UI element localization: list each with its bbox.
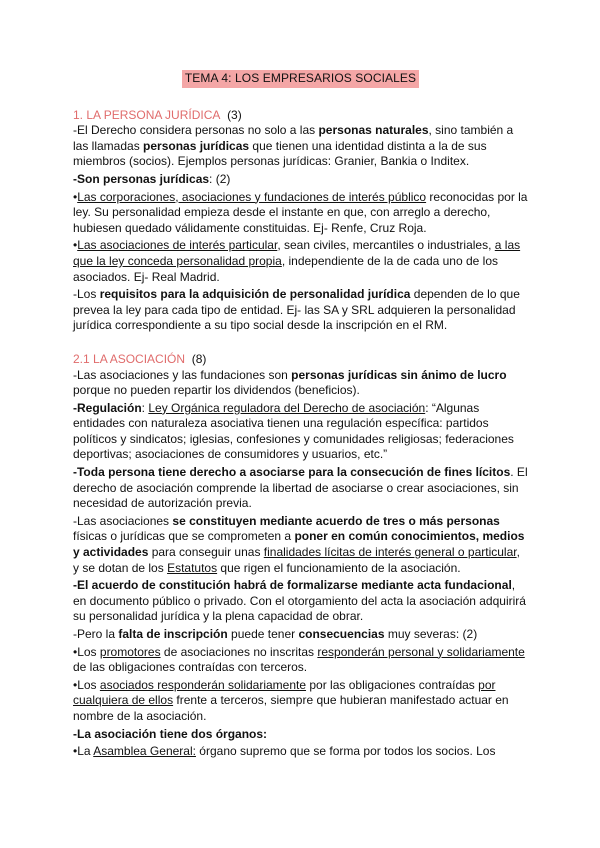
underline-run: asociados responderán solidariamente [99, 677, 307, 692]
paragraph-dos-organos [73, 727, 528, 743]
text-run: : (2) [209, 171, 231, 186]
paragraph-constitucion [73, 514, 528, 576]
underline-run: Las corporaciones, asociaciones y fundaciones de interés público [77, 189, 427, 204]
title-wrap [73, 70, 528, 88]
section-heading-text: 1. LA PERSONA JURÍDICA [73, 107, 221, 122]
bold-run: -Regulación [73, 400, 142, 415]
text-run: para conseguir unas [148, 545, 264, 560]
section-heading-asociacion [73, 352, 528, 368]
bold-run: personas jurídicas [143, 138, 250, 153]
underline-run: promotores [99, 644, 161, 659]
underline-run: Asamblea General: [93, 744, 196, 759]
underline-run: Estatutos [167, 560, 218, 575]
text-run: , en documento público o privado. Con el otorgamiento del acta la asociación adquirirá su personalidad jurídica y la plena capacidad de obrar. [73, 578, 526, 624]
bold-run: poner en común conocimientos, medios y actividades [73, 529, 525, 560]
text-run: -Las asociaciones y las fundaciones son [73, 367, 292, 382]
bold-run: -Toda persona tiene derecho a asociarse para la consecución de fines lícitos [73, 465, 511, 480]
bold-run: -La asociación tiene dos órganos: [73, 726, 268, 741]
underline-run: a las que la ley conceda personalidad propia [73, 238, 521, 268]
bullet-glyph: • [73, 238, 78, 253]
text-run: que rigen el funcionamiento de la asociación. [217, 560, 461, 575]
paragraph-definicion [73, 123, 528, 170]
paragraph-acta-fundacional [73, 578, 528, 625]
paragraph-son-personas [73, 172, 528, 188]
text-run: reconocidas por la ley. Su personalidad empieza desde el instante en que, con arreglo a derecho, hubiesen quedado válidamente constituidas. Ej- Renfe, Cruz Roja. [73, 189, 528, 235]
text-run: porque no pueden repartir los dividendos (beneficios). [73, 383, 360, 398]
underline-run: finalidades lícitas de interés general o particular [263, 545, 517, 560]
bold-run: requisitos para la adquisición de personalidad jurídica [99, 287, 411, 302]
paragraph-regulacion [73, 401, 528, 463]
text-run: de las obligaciones contraídas con terceros. [73, 660, 308, 675]
text-run: órgano supremo que se forma por todos los socios. Los [195, 744, 496, 759]
bullet-promotores [73, 645, 528, 676]
text-run: •Los [73, 644, 100, 659]
bullet-glyph: • [73, 189, 78, 204]
text-run: por las obligaciones contraídas [306, 677, 479, 692]
bold-run: falta de inscripción [118, 627, 228, 641]
section-heading-persona-juridica [73, 108, 528, 124]
underline-run: Las asociaciones de interés particular [77, 238, 278, 253]
paragraph-sin-animo-lucro [73, 368, 528, 399]
text-run: , sino también a las llamadas [73, 123, 514, 153]
text-run: que tienen una identidad distinta a la de sus miembros (socios). Ejemplos personas jurídicas: Granier, Bankia o Inditex. [73, 138, 487, 169]
text-run: -El Derecho considera personas no solo a las [73, 123, 319, 138]
text-run: -Pero la [73, 627, 119, 641]
paragraph-derecho-asociarse [73, 465, 528, 512]
section-heading-text: 2.1 LA ASOCIACIÓN [73, 351, 186, 366]
underline-run: por cualquiera de ellos [73, 677, 496, 708]
section-gap [73, 336, 528, 352]
text-run: •Los [73, 677, 100, 692]
bold-run: personas jurídicas sin ánimo de lucro [291, 367, 507, 382]
underline-run: responderán personal y solidariamente [317, 644, 525, 659]
text-run: : “Algunas entidades con naturaleza asociativa tienen una regulación específica: partidos políticos y sindicatos; iglesias, confesiones y comunidades religiosas; federaciones deportivas; asociaciones de consumidores y usuarios, etc.” [73, 400, 514, 462]
text-run: , independiente de la de cada uno de los asociados. Ej- Real Madrid. [73, 253, 499, 284]
paragraph-falta-inscripcion [73, 627, 528, 643]
bold-run: -Son personas jurídicas [73, 171, 210, 186]
text-run: : [141, 400, 149, 415]
document-title: TEMA 4: LOS EMPRESARIOS SOCIALES [182, 70, 419, 88]
section-count: (3) [227, 107, 242, 122]
bold-run: se constituyen mediante acuerdo de tres o más personas [172, 513, 500, 528]
bullet-asamblea-general [73, 744, 528, 760]
text-run: -Los [73, 287, 100, 302]
text-run: , sean civiles, mercantiles o industriales, [277, 238, 495, 253]
bold-run: personas naturales [318, 123, 429, 138]
bold-run: -El acuerdo de constitución habrá de formalizarse mediante acta fundacional [73, 578, 512, 593]
text-run: dependen de lo que prevea la ley para cada tipo de entidad. Ej- las SA y SRL adquieren la personalidad jurídica correspondiente a su tipo social desde la inscripción en el RM. [73, 287, 520, 333]
text-run: físicas o jurídicas que se comprometen a [73, 529, 295, 544]
text-run: -Las asociaciones [73, 513, 173, 528]
text-run: puede tener [227, 627, 299, 641]
bold-run: consecuencias [298, 627, 385, 641]
paragraph-requisitos [73, 287, 528, 334]
bullet-corporaciones [73, 190, 528, 237]
bullet-asociaciones-particular [73, 238, 528, 285]
text-run: •La [73, 744, 94, 759]
text-run: . El derecho de asociación comprende la libertad de asociarse o crear asociaciones, sin necesidad de autorización previa. [73, 465, 528, 511]
underline-run: Ley Orgánica reguladora del Derecho de asociación [148, 400, 426, 415]
text-run: muy severas: (2) [384, 627, 478, 641]
text-run: , y se dotan de los [73, 545, 520, 575]
section-count: (8) [191, 351, 207, 366]
text-run: de asociaciones no inscritas [160, 644, 318, 659]
text-run: frente a terceros, siempre que hubieran manifestado actuar en nombre de la asociación. [73, 693, 509, 723]
bullet-asociados [73, 678, 528, 725]
